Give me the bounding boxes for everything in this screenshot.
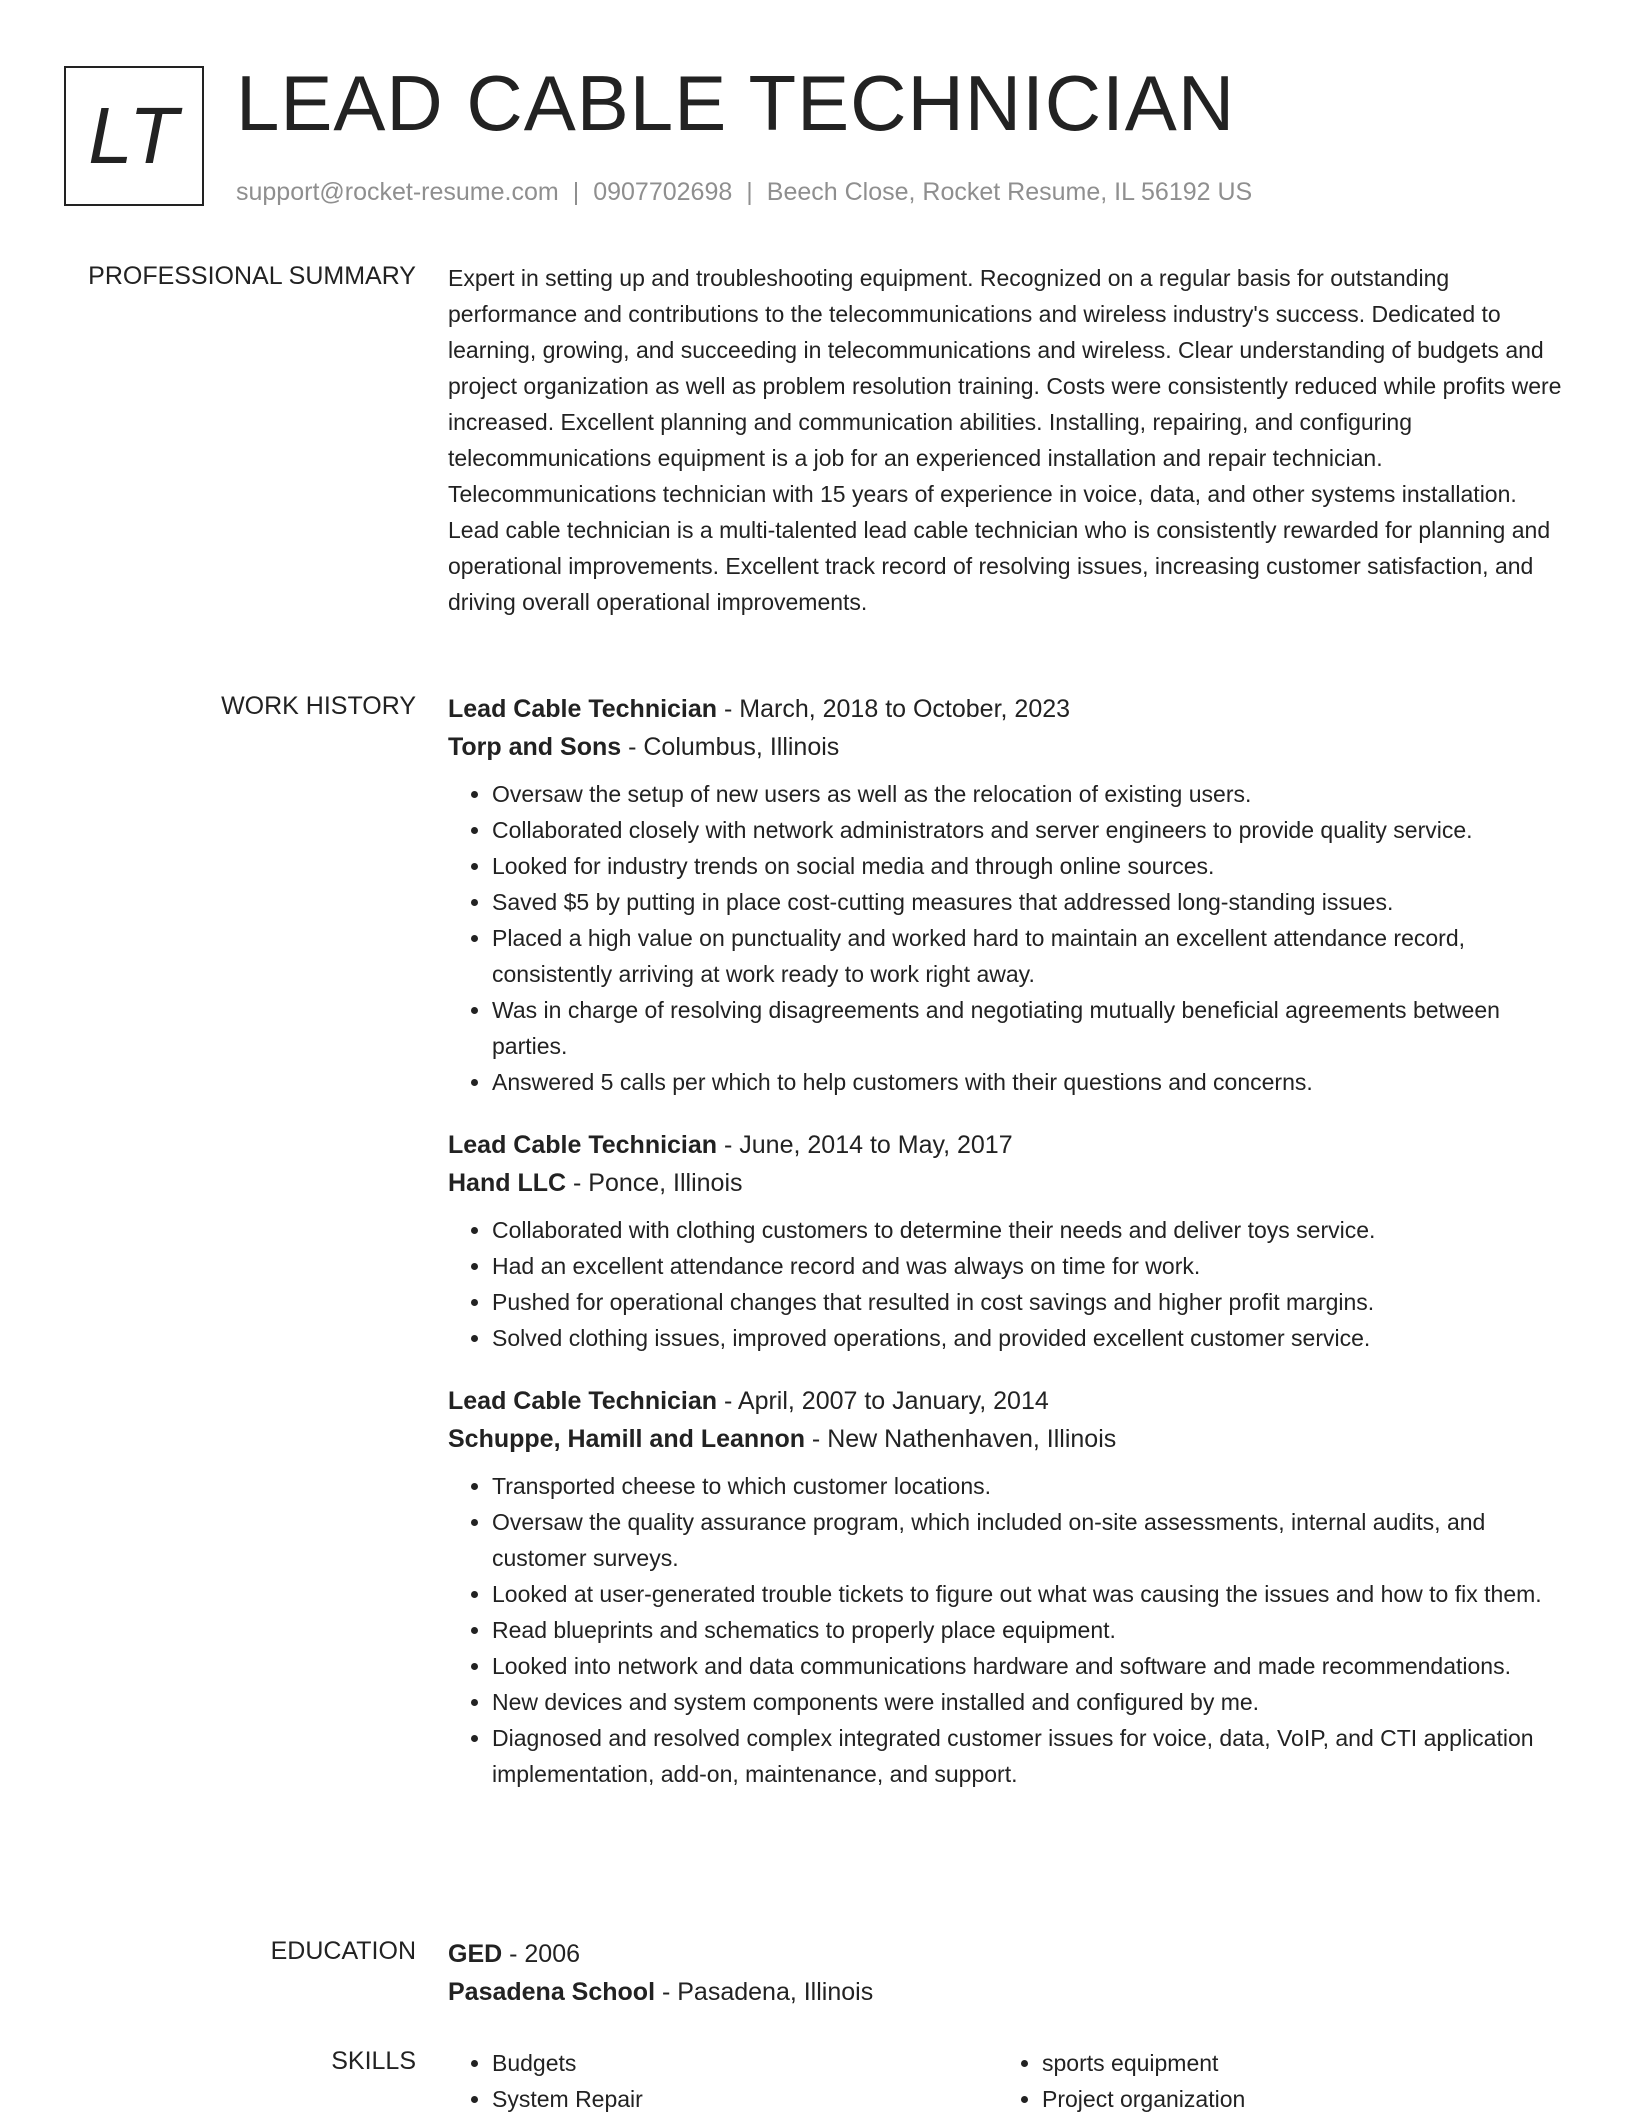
jobs-list bbox=[448, 690, 1568, 1818]
job-bullets bbox=[448, 1468, 1568, 1792]
job-bullet: • Collaborated closely with network administrators and server engineers to provide quality service. bbox=[492, 812, 1568, 848]
job-company: Hand LLC bbox=[448, 1169, 567, 1197]
job-bullet: • Was in charge of resolving disagreements and negotiating mutually beneficial agreements between parties. bbox=[492, 992, 1568, 1064]
section-heading-work-history: WORK HISTORY bbox=[221, 692, 416, 720]
education-school: Pasadena School bbox=[448, 1978, 656, 2006]
skills-column-left bbox=[448, 2045, 998, 2117]
skill-item: • System Repair bbox=[492, 2081, 998, 2117]
contact-separator: | bbox=[746, 178, 753, 206]
job-bullet: • Looked for industry trends on social media and through online sources. bbox=[492, 848, 1568, 884]
job-bullet: • Had an excellent attendance record and was always on time for work. bbox=[492, 1248, 1568, 1284]
monogram-text: LT bbox=[88, 91, 180, 180]
job-company: Schuppe, Hamill and Leannon bbox=[448, 1425, 805, 1453]
job-title: Lead Cable Technician bbox=[448, 695, 718, 723]
job-title: Lead Cable Technician bbox=[448, 1131, 718, 1159]
job-dates: - June, 2014 to May, 2017 bbox=[717, 1131, 1013, 1159]
job-company-line bbox=[448, 1164, 1568, 1202]
job-dates: - March, 2018 to October, 2023 bbox=[717, 695, 1071, 723]
job-location: - Ponce, Illinois bbox=[566, 1169, 743, 1197]
job-title: Lead Cable Technician bbox=[448, 1387, 718, 1415]
summary-text: Expert in setting up and troubleshooting equipment. Recognized on a regular basis for outstanding performance and contributions to the telecommunications and wireless industry's success. Dedicated to learning, growing, and succeeding in telecommunications and wireless. Clear understanding of budgets and project organization as well as problem resolution training. Costs were consistently reduced while profits were increased. Excellent planning and communication abilities. Installing, repairing, and configuring telecommunications equipment is a job for an experienced installation and repair technician. Telecommunications technician with 15 years of experience in voice, data, and other systems installation. Lead cable technician is a multi-talented lead cable technician who is consistently rewarded for planning and operational improvements. Excellent track record of resolving issues, increasing customer satisfaction, and driving overall operational improvements. bbox=[448, 265, 1562, 615]
job-location: - New Nathenhaven, Illinois bbox=[804, 1425, 1117, 1453]
skills-column-right bbox=[998, 2045, 1548, 2117]
section-heading-education: EDUCATION bbox=[270, 1937, 416, 1965]
job-bullet: • Oversaw the setup of new users as well as the relocation of existing users. bbox=[492, 776, 1568, 812]
job-bullet: • Solved clothing issues, improved operations, and provided excellent customer service. bbox=[492, 1320, 1568, 1356]
job-entry bbox=[448, 1382, 1568, 1792]
contact-address: Beech Close, Rocket Resume, IL 56192 US bbox=[766, 178, 1253, 206]
job-bullets bbox=[448, 776, 1568, 1100]
contact-separator: | bbox=[572, 178, 580, 206]
job-bullet: • Collaborated with clothing customers to determine their needs and deliver toys service. bbox=[492, 1212, 1568, 1248]
resume-name: LEAD CABLE TECHNICIAN bbox=[236, 59, 1236, 147]
skill-item: • sports equipment bbox=[1042, 2045, 1548, 2081]
job-location: - Columbus, Illinois bbox=[621, 733, 840, 761]
job-entry bbox=[448, 1126, 1568, 1356]
education-degree: GED bbox=[448, 1940, 503, 1968]
education-year: - 2006 bbox=[502, 1940, 581, 1968]
job-title-line bbox=[448, 1126, 1568, 1164]
job-title-line bbox=[448, 1382, 1568, 1420]
job-bullet: • Transported cheese to which customer locations. bbox=[492, 1468, 1568, 1504]
job-bullet: • Read blueprints and schematics to properly place equipment. bbox=[492, 1612, 1568, 1648]
section-heading-summary: PROFESSIONAL SUMMARY bbox=[88, 262, 416, 290]
job-bullet: • Placed a high value on punctuality and worked hard to maintain an excellent attendance record, consistently arriving at work ready to work right away. bbox=[492, 920, 1568, 992]
job-company-line bbox=[448, 728, 1568, 766]
contact-email[interactable]: support@rocket-resume.com bbox=[236, 178, 559, 206]
job-company-line bbox=[448, 1420, 1568, 1458]
contact-phone[interactable]: 0907702698 bbox=[593, 178, 733, 206]
job-bullet: • Pushed for operational changes that resulted in cost savings and higher profit margins. bbox=[492, 1284, 1568, 1320]
section-heading-skills: SKILLS bbox=[331, 2047, 416, 2075]
job-dates: - April, 2007 to January, 2014 bbox=[717, 1387, 1049, 1415]
job-bullet: • Diagnosed and resolved complex integrated customer issues for voice, data, VoIP, and CTI application implementation, add-on, maintenance, and support. bbox=[492, 1720, 1568, 1792]
skill-item: • Project organization bbox=[1042, 2081, 1548, 2117]
job-bullet: • Oversaw the quality assurance program, which included on-site assessments, internal audits, and customer surveys. bbox=[492, 1504, 1568, 1576]
education-school-line bbox=[448, 1973, 1568, 2011]
skill-item: • Budgets bbox=[492, 2045, 998, 2081]
monogram-logo bbox=[64, 66, 204, 206]
job-bullet: • Looked into network and data communications hardware and software and made recommendations. bbox=[492, 1648, 1568, 1684]
job-bullet: • Answered 5 calls per which to help customers with their questions and concerns. bbox=[492, 1064, 1568, 1100]
job-title-line bbox=[448, 690, 1568, 728]
job-bullet: • Saved $5 by putting in place cost-cutting measures that addressed long-standing issues. bbox=[492, 884, 1568, 920]
contact-line bbox=[236, 176, 1252, 208]
education-degree-line bbox=[448, 1935, 1568, 1973]
job-bullet: • New devices and system components were installed and configured by me. bbox=[492, 1684, 1568, 1720]
job-bullets bbox=[448, 1212, 1568, 1356]
job-company: Torp and Sons bbox=[448, 733, 622, 761]
education-location: - Pasadena, Illinois bbox=[655, 1978, 874, 2006]
job-entry bbox=[448, 690, 1568, 1100]
job-bullet: • Looked at user-generated trouble tickets to figure out what was causing the issues and how to fix them. bbox=[492, 1576, 1568, 1612]
